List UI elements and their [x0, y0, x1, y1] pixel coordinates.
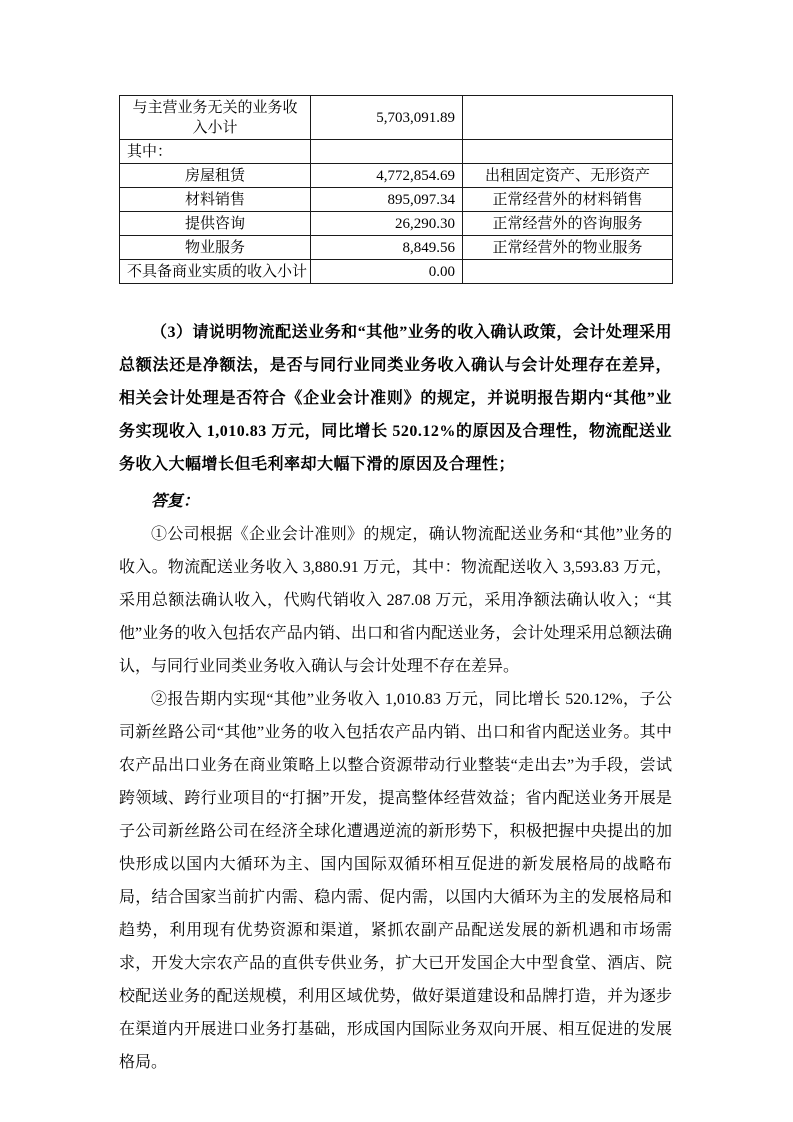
- table-row: [120, 140, 673, 164]
- cell-note: [463, 260, 673, 284]
- answer-paragraph-2: ②报告期内实现“其他”业务收入 1,010.83 万元，同比增长 520.12%，子公司新丝路公司“其他”业务的收入包括农产品内销、出口和省内配送业务。其中农产品出口业务在商业策略上以整合资源带动行业整装“走出去”为手段，尝试跨领域、跨行业项目的“打捆”开发，提高整体经营效益；省内配送业务开展是子公司新丝路公司在经济全球化遭遇逆流的新形势下，积极把握中央提出的加快形成以国内大循环为主、国内国际双循环相互促进的新发展格局的战略布局，结合国家当前扩内需、稳内需、促内需，以国内大循环为主的发展格局和趋势，利用现有优势资源和渠道，紧抓农副产品配送发展的新机遇和市场需求，开发大宗农产品的直供专供业务，扩大已开发国企大中型食堂、酒店、院校配送业务的配送规模，利用区域优势，做好渠道建设和品牌打造，并为逐步在渠道内开展进口业务打基础，形成国内国际业务双向开展、相互促进的发展格局。: [119, 691, 672, 1071]
- table-row: [120, 236, 673, 260]
- revenue-table: [119, 95, 673, 284]
- cell-amount: 895,097.34: [311, 188, 463, 212]
- cell-amount: 8,849.56: [311, 236, 463, 260]
- table-row: [120, 260, 673, 284]
- cell-amount: 0.00: [311, 260, 463, 284]
- cell-item-label: 提供咨询: [120, 212, 311, 236]
- cell-item-label: 房屋租赁: [120, 164, 311, 188]
- cell-amount: [311, 140, 463, 164]
- table-row: [120, 164, 673, 188]
- table-row: [120, 212, 673, 236]
- cell-note: 出租固定资产、无形资产: [463, 164, 673, 188]
- cell-amount: 26,290.30: [311, 212, 463, 236]
- answer-paragraph-1: ①公司根据《企业会计准则》的规定，确认物流配送业务和“其他”业务的收入。物流配送业务收入 3,880.91 万元，其中：物流配送收入 3,593.83 万元，采用总额法确认收入，代购代销收入 287.08 万元，采用净额法确认收入；“其他”业务的收入包括农产品内销、出口和省内配送业务，会计处理采用总额法确认，与同行业同类业务收入确认与会计处理不存在差异。: [119, 526, 672, 675]
- cell-item-label: 不具备商业实质的收入小计: [120, 260, 311, 284]
- cell-note: [463, 140, 673, 164]
- cell-item-label: 其中：: [120, 140, 311, 164]
- cell-note: 正常经营外的物业服务: [463, 236, 673, 260]
- answer-label: 答复：: [151, 493, 200, 510]
- question-paragraph: （3）请说明物流配送业务和“其他”业务的收入确认政策，会计处理采用总额法还是净额法，是否与同行业同类业务收入确认与会计处理存在差异，相关会计处理是否符合《企业会计准则》的规定，并说明报告期内“其他”业务实现收入 1,010.83 万元，同比增长 520.12%的原因及合理性，物流配送业务收入大幅增长但毛利率却大幅下滑的原因及合理性；: [119, 324, 672, 473]
- cell-item-label: 与主营业务无关的业务收入小计: [120, 96, 311, 140]
- page-content: [119, 95, 672, 1079]
- cell-item-label: 材料销售: [120, 188, 311, 212]
- cell-item-label: 物业服务: [120, 236, 311, 260]
- table-row: [120, 96, 673, 140]
- cell-amount: 4,772,854.69: [311, 164, 463, 188]
- table-row: [120, 188, 673, 212]
- cell-amount: 5,703,091.89: [311, 96, 463, 140]
- cell-note: [463, 96, 673, 140]
- cell-note: 正常经营外的咨询服务: [463, 212, 673, 236]
- cell-note: 正常经营外的材料销售: [463, 188, 673, 212]
